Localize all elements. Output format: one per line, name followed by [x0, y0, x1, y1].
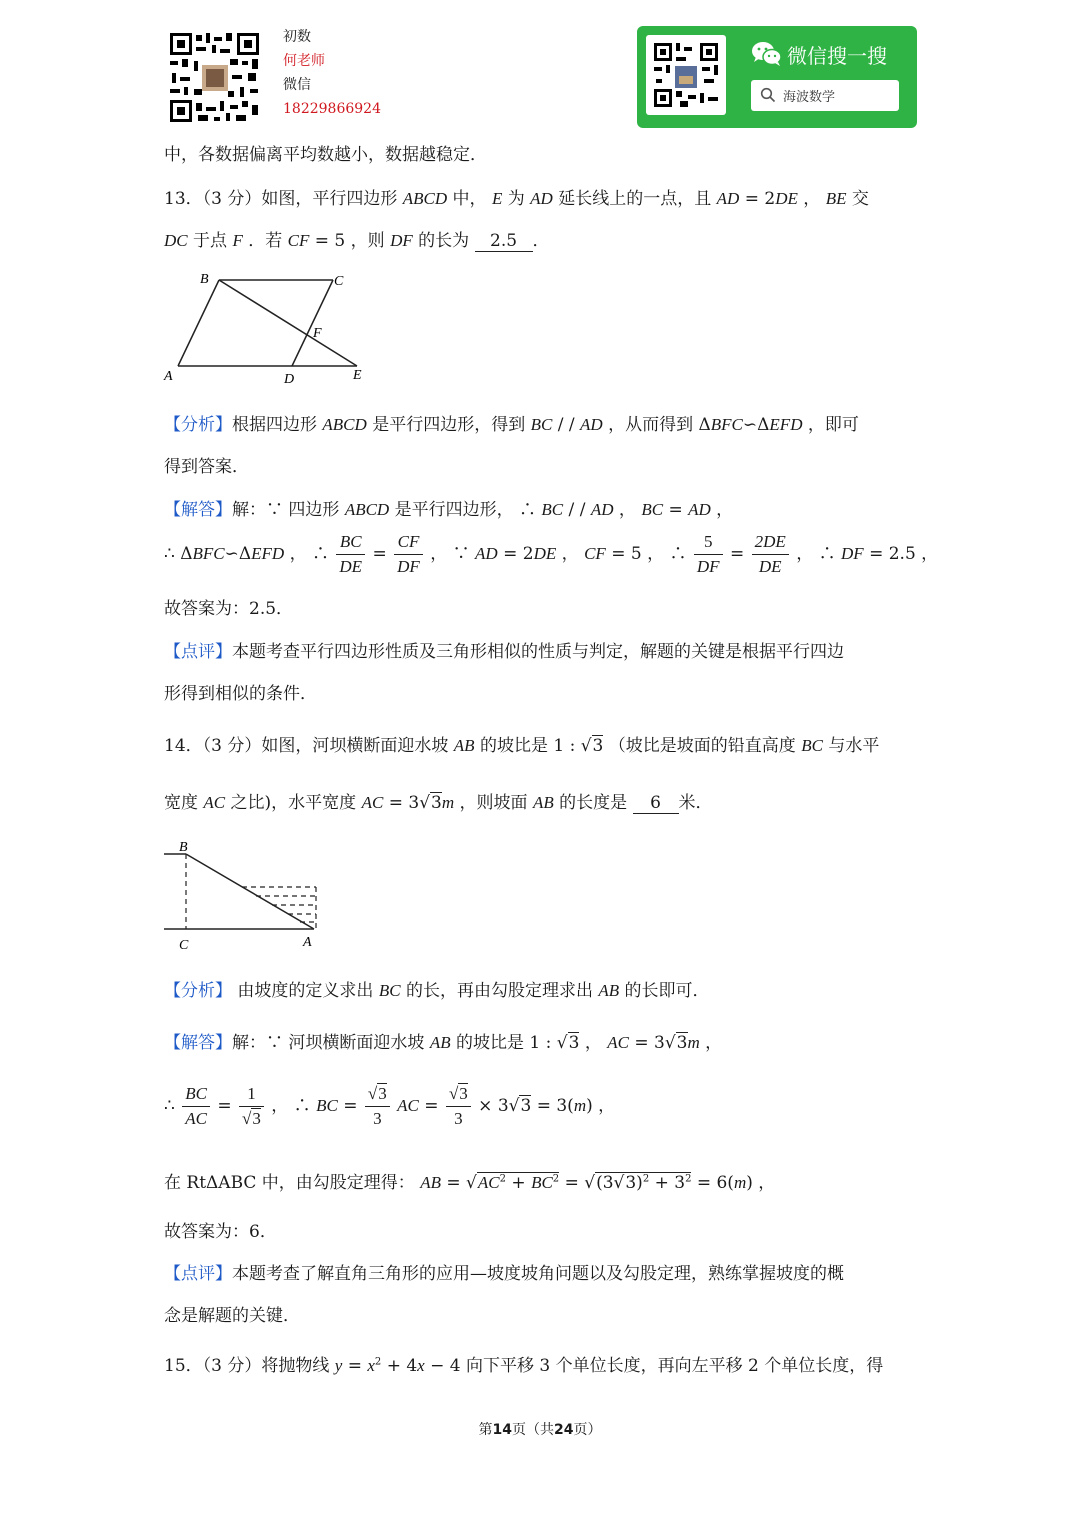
q14-analysis: 【分析】 由坡度的定义求出 BC 的长，再由勾股定理求出 AB 的长即可． — [164, 981, 710, 1001]
q14-solution-line3: 在 RtΔABC 中，由勾股定理得： AB = $√AC^2 + BC^2 = √(3√3)^2 + 3^2 = 6(m)$ ， — [164, 1173, 776, 1193]
search-icon — [760, 87, 776, 103]
qr-code-right — [646, 35, 726, 115]
q15-number: 15．（3 分）将抛物线 — [164, 1356, 330, 1376]
header-wechat-label: 微信 — [283, 77, 311, 93]
q13-label-C: C — [334, 274, 344, 289]
q13-number: 13．（3 分）如图，平行四边形 — [164, 189, 398, 209]
q13-analysis-tag: 【分析】 — [164, 415, 232, 435]
header-phone: 18229866924 — [283, 101, 381, 117]
q14-comment-tag: 【点评】 — [164, 1264, 232, 1284]
q14-label-B: B — [179, 840, 188, 855]
wechat-search-banner[interactable] — [637, 26, 917, 128]
q14-label-A: A — [303, 935, 312, 950]
qr-code-left — [168, 31, 261, 124]
q13-comment-text: 本题考查平行四边形性质及三角形相似的性质与判定，解题的关键是根据平行四边 — [232, 642, 844, 662]
q14-comment-line1 — [164, 1259, 844, 1284]
q14-comment-text: 本题考查了解直角三角形的应用—坡度坡角问题以及勾股定理，熟练掌握坡度的概 — [232, 1264, 844, 1284]
q14-answer: 6 — [633, 793, 679, 814]
q13-comment-line2: 形得到相似的条件． — [164, 684, 317, 704]
q13-final: 故答案为：2.5． — [164, 599, 294, 619]
wechat-logo-icon — [751, 40, 783, 68]
q14-solution-tag: 【解答】 — [164, 1033, 232, 1053]
q13-stem-line1: 13．（3 分）如图，平行四边形 ABCD 中， E 为 AD 延长线上的一点，且 AD = 2DE ， BE 交 — [164, 189, 869, 209]
q13-comment-line1 — [164, 637, 844, 662]
q13-comment-tag: 【点评】 — [164, 642, 232, 662]
q13-label-D: D — [284, 372, 295, 387]
page-total: 24 — [554, 1422, 574, 1438]
q14-stem-line2: 宽度 AC 之比)，水平宽度 AC = 3√3m ，则坡面 AB 的长度是 6 米． — [164, 793, 713, 813]
wechat-search-text: 海波数学 — [783, 90, 836, 105]
q14-diagram — [160, 832, 325, 956]
q13-solution-tag: 【解答】 — [164, 500, 232, 520]
page-footer: 第14页（共24页） — [478, 1422, 602, 1438]
wechat-search-title: 微信搜一搜 — [787, 44, 887, 68]
q15-text: 向下平移 3 个单位长度，再向左平移 2 个单位长度，得 — [466, 1356, 884, 1376]
q13-answer: 2.5 — [475, 231, 533, 252]
q14-solution-line2: ∴ $\frac{BC}{AC}$ = $\frac{1}{√3}$ ， ∴ BC = $\frac{√3}{3}$ AC = $\frac{√3}{3}$ × 3√3 = 3(m) ， — [164, 1084, 616, 1128]
q13-solution-line1: 【解答】解：∵ 四边形 ABCD 是平行四边形， ∴ BC / / AD ， BC = AD ， — [164, 500, 734, 520]
q15-stem-line1: 15．（3 分）将抛物线 $y = x^2 + 4x - 4$ 向下平移 3 个单位长度，再向左平移 2 个单位长度，得 — [164, 1356, 884, 1376]
q13-stem-line2: DC 于点 F ．若 CF = 5 ，则 DF 的长为 2.5 ． — [164, 231, 550, 251]
q13-solution-line2: ∴ ΔBFC∽ΔEFD ， ∴ $\frac{BC}{DE}$ = $\frac{CF}{DF}$ ， ∵ AD = 2DE ， CF = 5 ， ∴ $\frac{5}{DF}$ = $\frac{2DE}{DE}$ ， ∴ DF = 2.5 ， — [164, 532, 939, 576]
header-line1: 初数 — [283, 29, 311, 45]
header-teacher-name: 何老师 — [283, 53, 325, 69]
q13-diagram — [160, 266, 370, 390]
page-number: 14 — [492, 1422, 512, 1438]
q13-analysis-line1: 【分析】根据四边形 ABCD 是平行四边形，得到 BC / / AD ，从而得到 ΔBFC∽ΔEFD ，即可 — [164, 415, 859, 435]
q13-label-E: E — [353, 368, 362, 383]
q14-stem-line1: 14．（3 分）如图，河坝横断面迎水坡 AB 的坡比是 1 : √3 （坡比是坡面的铅直高度 BC 与水平 — [164, 736, 880, 756]
q13-label-F: F — [313, 326, 322, 341]
q13-label-A: A — [164, 369, 173, 384]
q14-analysis-tag: 【分析】 — [164, 981, 232, 1001]
q13-label-B: B — [200, 272, 209, 287]
q14-solution-line1: 【解答】解：∵ 河坝横断面迎水坡 AB 的坡比是 1 : √3 ， AC = 3√3m ， — [164, 1033, 723, 1053]
q14-comment-line2: 念是解题的关键． — [164, 1306, 300, 1326]
q14-number: 14．（3 分）如图，河坝横断面迎水坡 — [164, 736, 449, 756]
q14-label-C: C — [179, 938, 189, 953]
q13-analysis-line2: 得到答案． — [164, 457, 249, 477]
wechat-search-field[interactable] — [751, 80, 899, 111]
q14-final: 故答案为：6． — [164, 1222, 277, 1242]
prev-question-tail: 中，各数据偏离平均数越小，数据越稳定． — [164, 145, 487, 165]
